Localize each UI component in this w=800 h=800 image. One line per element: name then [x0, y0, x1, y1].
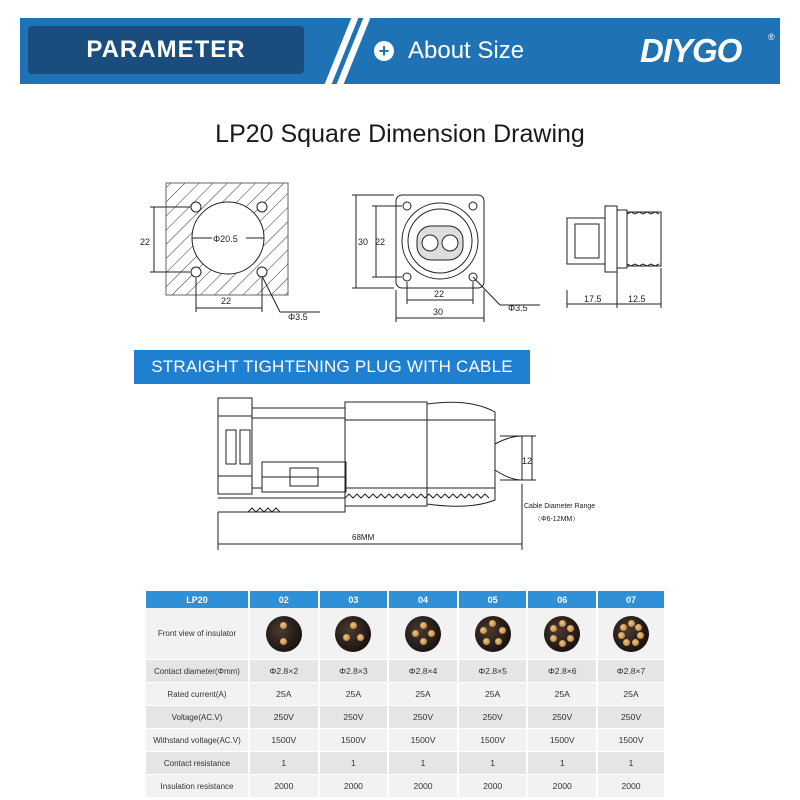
table-cell: 250V	[528, 706, 598, 729]
insulator-pin	[559, 620, 566, 627]
row-label: Insulation resistance	[146, 775, 250, 798]
table-cell: 2000	[320, 775, 390, 798]
row-label: Contact diameter(Φmm)	[146, 660, 250, 683]
table-cell: 1	[598, 752, 664, 775]
insulator-pin	[550, 635, 557, 642]
table-header-cell: 02	[250, 591, 320, 608]
insulator-pin	[489, 620, 496, 627]
about-size-label: About Size	[408, 37, 525, 64]
plug-height-dim: 12	[522, 456, 533, 466]
row-label: Rated current(A)	[146, 683, 250, 706]
insulator-pin	[620, 624, 627, 631]
table-cell: 1500V	[320, 729, 390, 752]
table-cell: 25A	[598, 683, 664, 706]
plus-circle-icon: +	[374, 41, 394, 61]
spec-table	[146, 591, 664, 798]
table-cell: 25A	[250, 683, 320, 706]
insulator-pin	[632, 639, 639, 646]
panel-cutout-drawing	[150, 183, 320, 312]
table-cell: 250V	[320, 706, 390, 729]
insulator-pin	[567, 625, 574, 632]
insulator-cell	[528, 608, 598, 660]
insulator-image	[335, 616, 371, 652]
insulator-image	[475, 616, 511, 652]
table-row	[146, 729, 664, 752]
table-header-cell: 03	[320, 591, 390, 608]
socket-outer-width-dim: 30	[433, 307, 444, 317]
table-cell: 1	[389, 752, 459, 775]
table-header-cell: 04	[389, 591, 459, 608]
table-row	[146, 683, 664, 706]
table-cell: 250V	[250, 706, 320, 729]
registered-mark: ®	[768, 32, 775, 42]
cable-range-label: Cable Diameter Range	[524, 503, 596, 510]
table-cell: 25A	[459, 683, 529, 706]
insulator-pin	[350, 622, 357, 629]
cutout-diameter-dim: Φ20.5	[213, 234, 238, 244]
table-cell: 25A	[389, 683, 459, 706]
table-header-row	[146, 591, 664, 608]
table-header-cell: 05	[459, 591, 529, 608]
table-cell: 1	[320, 752, 390, 775]
insulator-cell	[598, 608, 664, 660]
insulator-image	[544, 616, 580, 652]
table-cell: Φ2.8×7	[598, 660, 664, 683]
side-right-length-dim: 12.5	[628, 294, 646, 304]
table-cell: Φ2.8×2	[250, 660, 320, 683]
table-cell: 2000	[250, 775, 320, 798]
insulator-pin	[559, 640, 566, 647]
row-label: Contact resistance	[146, 752, 250, 775]
table-cell: 1500V	[250, 729, 320, 752]
table-cell: 250V	[598, 706, 664, 729]
insulator-pin	[480, 627, 487, 634]
insulator-pin	[420, 638, 427, 645]
table-cell: 1500V	[528, 729, 598, 752]
insulator-pin	[550, 625, 557, 632]
parameter-label: PARAMETER	[86, 36, 246, 63]
insulator-pin	[412, 630, 419, 637]
insulator-pin	[357, 634, 364, 641]
insulator-pin	[495, 638, 502, 645]
table-row	[146, 752, 664, 775]
table-cell: Φ2.8×4	[389, 660, 459, 683]
table-cell: 1	[459, 752, 529, 775]
insulator-pin	[623, 639, 630, 646]
insulator-pin	[618, 632, 625, 639]
insulator-pin	[420, 622, 427, 629]
socket-side-drawing	[567, 206, 661, 308]
insulator-pin	[637, 632, 644, 639]
insulator-pin	[635, 624, 642, 631]
table-cell: 2000	[459, 775, 529, 798]
cutout-width-dim: 22	[221, 296, 232, 306]
dimension-drawings	[0, 170, 800, 330]
table-row	[146, 706, 664, 729]
insulator-cell	[459, 608, 529, 660]
insulator-image	[613, 616, 649, 652]
socket-inner-width-dim: 22	[434, 289, 445, 299]
plug-length-dim: 68MM	[352, 533, 375, 542]
side-left-length-dim: 17.5	[584, 294, 602, 304]
table-cell: 2000	[598, 775, 664, 798]
row-label: Voltage(AC.V)	[146, 706, 250, 729]
plug-drawing	[0, 390, 800, 565]
insulator-pin	[428, 630, 435, 637]
table-cell: 2000	[389, 775, 459, 798]
table-row	[146, 775, 664, 798]
table-cell: 1500V	[459, 729, 529, 752]
insulator-pin	[567, 635, 574, 642]
page-title: LP20 Square Dimension Drawing	[215, 120, 585, 148]
table-cell: 1	[250, 752, 320, 775]
socket-outer-height-dim: 30	[358, 237, 369, 247]
table-cell: 1	[528, 752, 598, 775]
row-label: Withstand voltage(AC.V)	[146, 729, 250, 752]
table-cell: 25A	[528, 683, 598, 706]
table-cell: 2000	[528, 775, 598, 798]
insulator-cell	[389, 608, 459, 660]
table-cell: 1500V	[389, 729, 459, 752]
insulator-cell	[320, 608, 390, 660]
table-cell: 250V	[389, 706, 459, 729]
insulator-pin	[628, 620, 635, 627]
insulator-cell	[250, 608, 320, 660]
table-header-cell: 07	[598, 591, 664, 608]
table-header-cell: 06	[528, 591, 598, 608]
row-label: Front view of insulator	[146, 608, 250, 660]
parameter-tab	[28, 26, 304, 74]
table-cell: 25A	[320, 683, 390, 706]
table-cell: Φ2.8×5	[459, 660, 529, 683]
socket-hole-dim: Φ3.5	[508, 303, 528, 313]
table-row	[146, 608, 664, 660]
table-row	[146, 660, 664, 683]
table-cell: 250V	[459, 706, 529, 729]
socket-inner-height-dim: 22	[375, 237, 386, 247]
insulator-pin	[499, 627, 506, 634]
table-cell: 1500V	[598, 729, 664, 752]
cable-range-value: （Φ6-12MM）	[534, 516, 580, 523]
insulator-pin	[280, 638, 287, 645]
insulator-pin	[343, 634, 350, 641]
insulator-image	[266, 616, 302, 652]
cutout-hole-dim: Φ3.5	[288, 312, 308, 322]
table-cell: Φ2.8×3	[320, 660, 390, 683]
table-cell: Φ2.8×6	[528, 660, 598, 683]
insulator-pin	[483, 638, 490, 645]
cutout-height-dim: 22	[140, 237, 151, 247]
insulator-image	[405, 616, 441, 652]
table-header-cell: LP20	[146, 591, 250, 608]
header-banner	[20, 18, 780, 84]
plug-outline	[218, 398, 536, 550]
insulator-pin	[280, 622, 287, 629]
brand-logo: DIYGO	[640, 32, 742, 69]
plug-section-heading: STRAIGHT TIGHTENING PLUG WITH CABLE	[134, 350, 530, 384]
